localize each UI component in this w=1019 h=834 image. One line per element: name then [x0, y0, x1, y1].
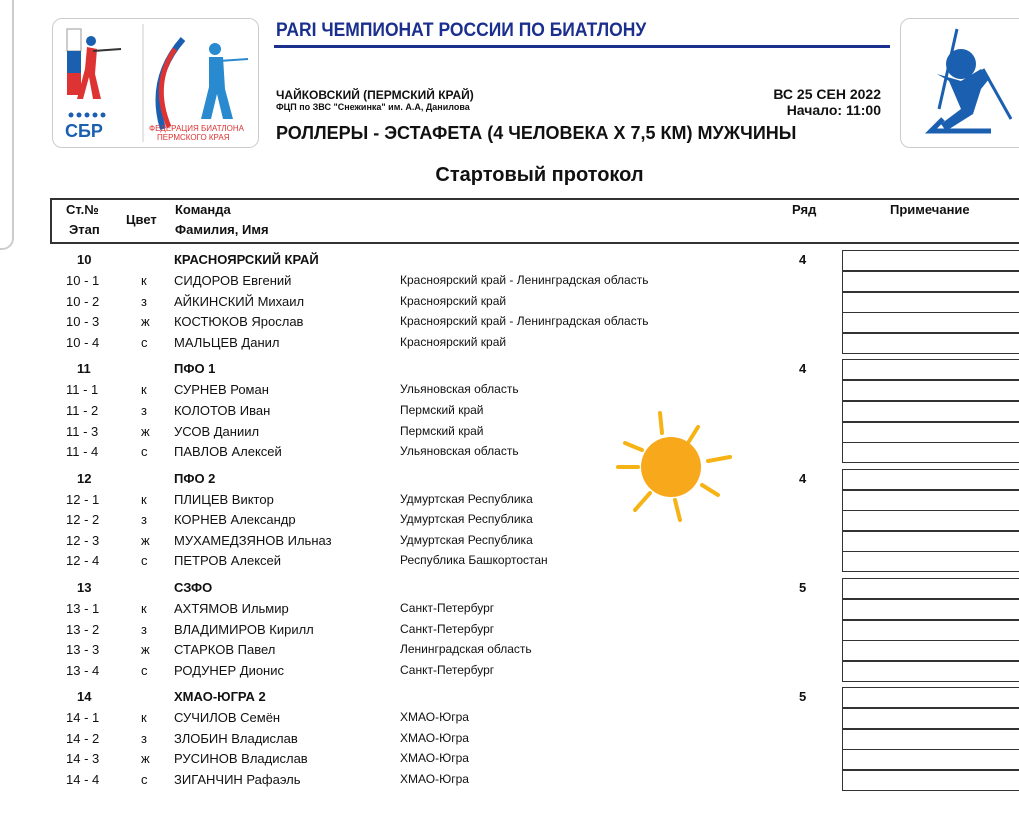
- note-field[interactable]: [842, 708, 1019, 729]
- athlete-region: Красноярский край: [400, 293, 507, 308]
- note-field[interactable]: [842, 490, 1019, 511]
- athlete-region: Удмуртская Республика: [400, 512, 533, 527]
- athlete-region: Ленинградская область: [400, 642, 532, 657]
- note-field[interactable]: [842, 422, 1019, 443]
- championship-title: PARI ЧЕМПИОНАТ РОССИИ ПО БИАТЛОНУ: [276, 20, 647, 41]
- stage-number: 10 - 1: [66, 273, 100, 288]
- team-row: [0, 250, 840, 270]
- stage-number: 12 - 2: [66, 512, 100, 528]
- stage-number: 13 - 2: [66, 621, 100, 637]
- color-code: к: [141, 382, 147, 398]
- team-number: 10: [77, 252, 92, 267]
- athlete-name: ПАВЛОВ Алексей: [174, 444, 282, 460]
- athlete-row: [0, 531, 840, 551]
- athlete-region: Пермский край: [400, 402, 484, 417]
- athlete-region: ХМАО-Югра: [400, 710, 469, 725]
- col-stage: Этап: [69, 222, 100, 237]
- color-code: з: [141, 621, 147, 637]
- athlete-name: МУХАМЕДЗЯНОВ Ильназ: [174, 532, 332, 548]
- color-code: з: [141, 512, 147, 528]
- note-field[interactable]: [842, 687, 1019, 708]
- athlete-name: ПЕТРОВ Алексей: [174, 553, 282, 569]
- note-field[interactable]: [842, 729, 1019, 750]
- athlete-region: ХМАО-Югра: [400, 772, 469, 786]
- stage-number: 13 - 4: [66, 662, 100, 678]
- athlete-region: Красноярский край - Ленинградская область: [400, 314, 649, 329]
- athlete-name: АХТЯМОВ Ильмир: [174, 600, 289, 616]
- athlete-region: Санкт-Петербург: [400, 600, 495, 615]
- note-field[interactable]: [842, 469, 1019, 490]
- team-number: 14: [77, 689, 92, 705]
- athlete-row: [0, 770, 840, 790]
- stage-number: 10 - 3: [66, 314, 100, 330]
- athlete-region: Удмуртская Республика: [400, 491, 533, 506]
- color-code: к: [141, 710, 147, 726]
- stage-number: 14 - 1: [66, 710, 100, 726]
- venue: ФЦП по ЗВС "Снежинка" им. А.А, Данилова: [276, 102, 470, 112]
- athlete-name: КОЛОТОВ Иван: [174, 402, 271, 418]
- athlete-name: МАЛЬЦЕВ Данил: [174, 334, 280, 350]
- note-field[interactable]: [842, 292, 1019, 313]
- team-number: 13: [77, 579, 92, 595]
- note-field[interactable]: [842, 312, 1019, 333]
- title-divider: [274, 45, 890, 48]
- note-field[interactable]: [842, 510, 1019, 531]
- athlete-name: СУРНЕВ Роман: [174, 382, 269, 398]
- stage-number: 11 - 3: [66, 423, 99, 439]
- team-row: 4: [799, 470, 807, 486]
- athlete-name: КОРНЕВ Александр: [174, 512, 296, 528]
- col-row: Ряд: [792, 202, 817, 217]
- athlete-row: [0, 729, 840, 749]
- note-field[interactable]: [842, 250, 1019, 271]
- athlete-name: ВЛАДИМИРОВ Кирилл: [174, 621, 314, 637]
- stage-number: 11 - 1: [66, 382, 99, 398]
- stage-number: 12 - 1: [66, 491, 100, 507]
- athlete-region: Красноярский край - Ленинградская область: [400, 273, 649, 287]
- note-field[interactable]: [842, 531, 1019, 552]
- city: ЧАЙКОВСКИЙ (ПЕРМСКИЙ КРАЙ): [276, 88, 474, 102]
- color-code: ж: [141, 314, 150, 330]
- athlete-region: Ульяновская область: [400, 382, 519, 397]
- start-time: Начало: 11:00: [786, 102, 881, 118]
- team-row: 4: [799, 252, 807, 267]
- athlete-name: АЙКИНСКИЙ Михаил: [174, 293, 305, 309]
- athlete-name: ПЛИЦЕВ Виктор: [174, 491, 274, 507]
- note-field[interactable]: [842, 770, 1019, 791]
- stage-number: 10 - 2: [66, 293, 100, 309]
- stage-number: 14 - 2: [66, 730, 100, 746]
- team-row: [0, 578, 840, 598]
- team-number: 11: [77, 361, 91, 377]
- athlete-region: Пермский край: [400, 423, 484, 438]
- athlete-row: [0, 749, 840, 769]
- note-field[interactable]: [842, 359, 1019, 380]
- athlete-name: КОСТЮКОВ Ярослав: [174, 314, 304, 330]
- color-code: к: [141, 491, 147, 507]
- note-field[interactable]: [842, 271, 1019, 292]
- athlete-region: Республика Башкортостан: [400, 553, 548, 568]
- color-code: к: [141, 273, 147, 288]
- note-field[interactable]: [842, 578, 1019, 599]
- team-name: ХМАО-ЮГРА 2: [174, 689, 266, 705]
- athlete-region: Санкт-Петербург: [400, 621, 495, 636]
- note-field[interactable]: [842, 401, 1019, 422]
- athlete-row: [0, 620, 840, 640]
- stage-number: 10 - 4: [66, 334, 100, 350]
- team-name: СЗФО: [174, 579, 213, 595]
- athlete-name: СИДОРОВ Евгений: [174, 273, 292, 288]
- col-color: Цвет: [126, 212, 157, 227]
- team-row: [0, 687, 840, 707]
- stage-number: 14 - 4: [66, 772, 100, 787]
- svg-text:ПЕРМСКОГО КРАЯ: ПЕРМСКОГО КРАЯ: [157, 133, 230, 142]
- sbr-logo: [52, 18, 259, 148]
- window-frame: [0, 0, 14, 250]
- color-code: ж: [141, 751, 150, 767]
- color-code: з: [141, 730, 147, 746]
- athlete-name: РУСИНОВ Владислав: [174, 751, 308, 767]
- biathlon-pictogram: [900, 18, 1019, 148]
- team-name: КРАСНОЯРСКИЙ КРАЙ: [174, 252, 319, 267]
- athlete-row: [0, 640, 840, 660]
- sun-sticker: [610, 405, 735, 525]
- color-code: с: [141, 334, 148, 350]
- color-code: с: [141, 553, 148, 569]
- race-title: РОЛЛЕРЫ - ЭСТАФЕТА (4 ЧЕЛОВЕКА Х 7,5 КМ) МУЖЧИНЫ: [276, 123, 797, 143]
- color-code: с: [141, 444, 148, 460]
- athlete-region: Ульяновская область: [400, 444, 519, 459]
- color-code: ж: [141, 532, 150, 548]
- note-field[interactable]: [842, 333, 1019, 354]
- athlete-row: [0, 551, 840, 571]
- athlete-row: [0, 708, 840, 728]
- team-row: 5: [799, 689, 807, 705]
- col-name: Фамилия, Имя: [175, 222, 269, 237]
- table-header: [50, 198, 1019, 244]
- team-name: ПФО 2: [174, 470, 216, 486]
- color-code: з: [141, 293, 147, 309]
- col-stno: Ст.№: [66, 202, 99, 217]
- note-field[interactable]: [842, 620, 1019, 641]
- document-title: Стартовый протокол: [435, 164, 644, 186]
- team-number: 12: [77, 470, 92, 486]
- stage-number: 11 - 4: [66, 444, 99, 460]
- color-code: с: [141, 662, 148, 678]
- athlete-region: Красноярский край: [400, 334, 507, 349]
- color-code: ж: [141, 642, 150, 658]
- athlete-row: [0, 333, 840, 353]
- note-field[interactable]: [842, 551, 1019, 572]
- athlete-row: [0, 271, 840, 291]
- stage-number: 12 - 4: [66, 553, 100, 569]
- stage-number: 14 - 3: [66, 751, 100, 767]
- color-code: з: [141, 402, 147, 418]
- athlete-name: ЗЛОБИН Владислав: [174, 730, 298, 746]
- date: ВС 25 СЕН 2022: [773, 86, 881, 102]
- athlete-name: СУЧИЛОВ Семён: [174, 710, 281, 726]
- athlete-row: [0, 312, 840, 332]
- athlete-region: ХМАО-Югра: [400, 751, 469, 766]
- color-code: к: [141, 600, 147, 616]
- team-row: [0, 359, 840, 379]
- athlete-row: [0, 599, 840, 619]
- stage-number: 11 - 2: [66, 402, 99, 418]
- note-field[interactable]: [842, 661, 1019, 682]
- stage-number: 13 - 3: [66, 642, 100, 658]
- athlete-row: [0, 380, 840, 400]
- athlete-region: ХМАО-Югра: [400, 730, 469, 745]
- svg-text:СБР: СБР: [65, 121, 103, 141]
- stage-number: 13 - 1: [66, 600, 100, 616]
- note-field[interactable]: [842, 442, 1019, 463]
- athlete-name: УСОВ Даниил: [174, 423, 260, 439]
- athlete-name: СТАРКОВ Павел: [174, 642, 276, 658]
- stage-number: 12 - 3: [66, 532, 100, 548]
- athlete-name: РОДУНЕР Дионис: [174, 662, 284, 678]
- col-team: Команда: [175, 202, 231, 217]
- note-field[interactable]: [842, 640, 1019, 661]
- athlete-region: Удмуртская Республика: [400, 532, 533, 547]
- athlete-region: Санкт-Петербург: [400, 662, 495, 677]
- athlete-name: ЗИГАНЧИН Рафаэль: [174, 772, 301, 787]
- athlete-row: [0, 292, 840, 312]
- team-row: 4: [799, 361, 807, 377]
- note-field[interactable]: [842, 599, 1019, 620]
- athlete-row: [0, 661, 840, 681]
- svg-text:ФЕДЕРАЦИЯ БИАТЛОНА: ФЕДЕРАЦИЯ БИАТЛОНА: [149, 124, 244, 133]
- team-name: ПФО 1: [174, 361, 216, 377]
- team-row: 5: [799, 579, 807, 595]
- color-code: ж: [141, 423, 150, 439]
- col-note: Примечание: [890, 202, 970, 217]
- color-code: с: [141, 772, 148, 787]
- note-field[interactable]: [842, 749, 1019, 770]
- note-field[interactable]: [842, 380, 1019, 401]
